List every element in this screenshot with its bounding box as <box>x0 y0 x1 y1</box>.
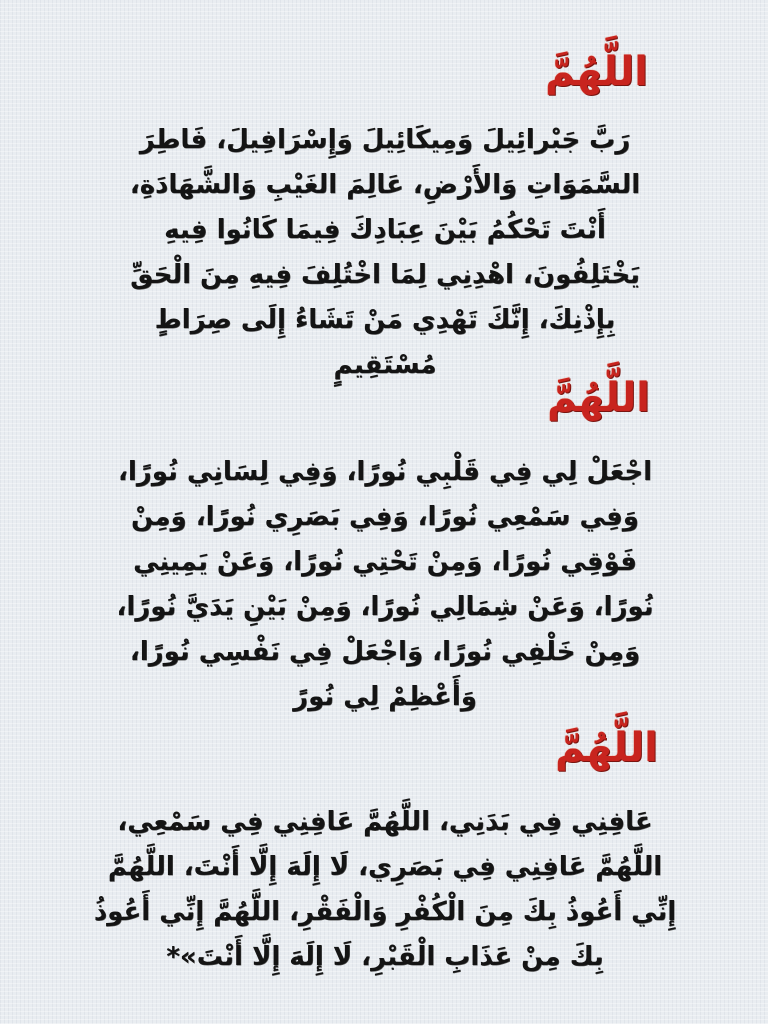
section-1-body <box>80 118 690 388</box>
section-3-line: بِكَ مِنْ عَذَابِ الْقَبْرِ، لَا إِلَهَ إِلَّا أَنْتَ»* <box>166 942 604 972</box>
section-1-line: يَخْتَلِفُونَ، اهْدِنِي لِمَا اخْتُلِفَ فِيهِ مِنَ الْحَقِّ <box>130 260 640 290</box>
section-1-heading: اللَّهُمَّ <box>545 49 648 95</box>
section-1-line: بِإِذْنِكَ، إِنَّكَ تَهْدِي مَنْ تَشَاءُ إِلَى صِرَاطٍ <box>154 305 616 335</box>
section-2-line: اجْعَلْ لِي فِي قَلْبِي نُورًا، وَفِي لِسَانِي نُورًا، <box>117 457 653 487</box>
section-3-line: عَافِنِي فِي بَدَنِي، اللَّهُمَّ عَافِنِي فِي سَمْعِي، <box>117 807 653 837</box>
section-3-line: اللَّهُمَّ عَافِنِي فِي بَصَرِي، لَا إِلَهَ إِلَّا أَنْتَ، اللَّهُمَّ <box>107 852 663 882</box>
section-2-heading: اللَّهُمَّ <box>547 375 650 421</box>
section-2-line: وَمِنْ خَلْفِي نُورًا، وَاجْعَلْ فِي نَفْسِي نُورًا، <box>129 637 641 667</box>
section-2-line: وَأَعْظِمْ لِي نُورً <box>293 682 477 712</box>
section-1-line: مُسْتَقِيمٍ <box>333 350 437 380</box>
section-2-line: وَفِي سَمْعِي نُورًا، وَفِي بَصَرِي نُورًا، وَمِنْ <box>131 502 639 532</box>
section-2-line: نُورًا، وَعَنْ شِمَالِي نُورًا، وَمِنْ بَيْنِ يَدَيَّ نُورًا، <box>116 592 654 622</box>
section-1-line: السَّمَوَاتِ وَالأَرْضِ، عَالِمَ الغَيْبِ وَالشَّهَادَةِ، <box>129 170 641 200</box>
section-1-line: رَبَّ جَبْرائِيلَ وَمِيكَائِيلَ وَإِسْرَافِيلَ، فَاطِرَ <box>139 125 631 155</box>
section-2-line: فَوْقِي نُورًا، وَمِنْ تَحْتِي نُورًا، وَعَنْ يَمِينِي <box>133 547 637 577</box>
section-3-heading: اللَّهُمَّ <box>555 725 658 771</box>
section-3-body <box>80 800 690 980</box>
section-3-line: إِنِّي أَعُوذُ بِكَ مِنَ الْكُفْرِ وَالْفَقْرِ، اللَّهُمَّ إِنِّي أَعُوذُ <box>93 897 677 927</box>
section-2-body <box>80 450 690 720</box>
section-1-line: أَنْتَ تَحْكُمُ بَيْنَ عِبَادِكَ فِيمَا كَانُوا فِيهِ <box>164 215 606 245</box>
